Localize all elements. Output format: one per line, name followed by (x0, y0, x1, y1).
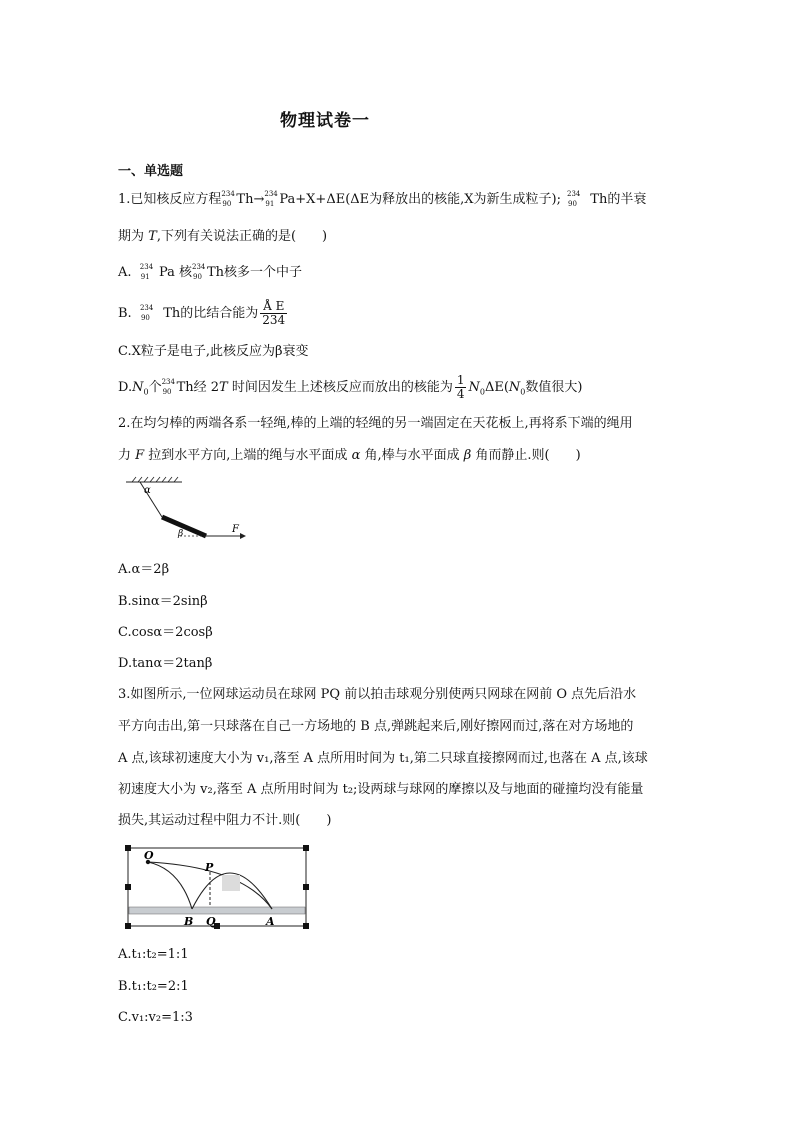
force-arrowhead (240, 533, 246, 539)
nuclide-th: 234 90 (221, 189, 235, 208)
fraction-binding-energy: $\frac{\text{Å E}}{234}$ (262, 299, 286, 327)
q2-option-d: D.tanα＝2tanβ (118, 656, 213, 671)
rod (162, 517, 206, 536)
q3-line-3: A 点,该球初速度大小为 v₁,落至 A 点所用时间为 t₁,第二只球直接擦网而过,也落在 A 点,该球 (118, 751, 648, 766)
q3-line-5: 损失,其运动过程中阻力不计.则( ) (118, 813, 332, 828)
fig-label-p: P (205, 861, 214, 874)
fig-force-label: F (232, 524, 239, 535)
blurred-patch (222, 875, 240, 891)
fig-alpha-label: α (144, 485, 151, 496)
section-heading: 一、单选题 (118, 164, 184, 179)
fig-label-q: Q (206, 915, 216, 928)
page-title: 物理试卷一 (280, 111, 370, 131)
ground (129, 907, 305, 914)
q3-option-a: A.t₁:t₂=1:1 (118, 947, 189, 962)
ceiling-hatch (132, 477, 178, 482)
fig-label-o: O (144, 849, 154, 862)
q3-option-c: C.v₁:v₂=1:3 (118, 1010, 193, 1025)
q1-option-b: B. 234 90 Th的比结合能为 $\frac{\text{Å E}}{234}$ (118, 299, 286, 327)
tennis-figure (122, 845, 317, 931)
q2-option-b: B.sinα＝2sinβ (118, 594, 208, 609)
q3-line-4: 初速度大小为 v₂,落至 A 点所用时间为 t₂;设两球与球网的摩擦以及与地面的碰撞均没有能量 (118, 782, 644, 797)
q3-option-b: B.t₁:t₂=2:1 (118, 979, 189, 994)
q2-line-1: 2.在均匀棒的两端各系一轻绳,棒的上端的轻绳的另一端固定在天花板上,再将系下端的绳用 (118, 416, 633, 431)
q1-option-d: $D.N_0$个 234 90 Th经 2T 时间因发生上述核反应而放出的核能为 $\frac{1}{4}$ $N_0\Delta E(N_0$数值很大) (118, 373, 583, 401)
q2-line-2: 力 F 拉到水平方向,上端的绳与水平面成 α 角,棒与水平面成 β 角而静止.则( ) (118, 448, 581, 463)
q3-line-2: 平方向击出,第一只球落在自己一方场地的 B 点,弹跳起来后,刚好擦网而过,落在对方场地的 (118, 719, 634, 734)
fraction-quarter: $\frac{1}{4}$ (456, 373, 465, 401)
first-ball-path-1 (148, 862, 192, 909)
fig-label-a: A (266, 915, 275, 928)
q2-option-c: C.cosα＝2cosβ (118, 625, 213, 640)
fig-beta-label: β (178, 529, 184, 539)
nuclide-pa: 234 91 (264, 189, 278, 208)
q1-option-a: A. 234 91 Pa 核 234 90 Th核多一个中子 (118, 262, 303, 281)
fig-label-b: B (184, 915, 194, 928)
q1-line-1: 1.已知核反应方程 234 90 Th→ 234 91 Pa+X+ΔE(ΔE为释放出的核能,X为新生成粒子); 234 90 Th的半衰 (118, 189, 647, 208)
q1-line-2: 期为 T,下列有关说法正确的是( ) (118, 229, 328, 244)
q1-option-c: C.X粒子是电子,此核反应为β衰变 (118, 344, 309, 359)
q2-option-a: A.α＝2β (118, 562, 170, 577)
rod-figure (120, 476, 250, 544)
figure-frame (128, 848, 306, 926)
q3-line-1: 3.如图所示,一位网球运动员在球网 PQ 前以拍击球观分别使两只网球在网前 O 点先后沿水 (118, 687, 637, 702)
